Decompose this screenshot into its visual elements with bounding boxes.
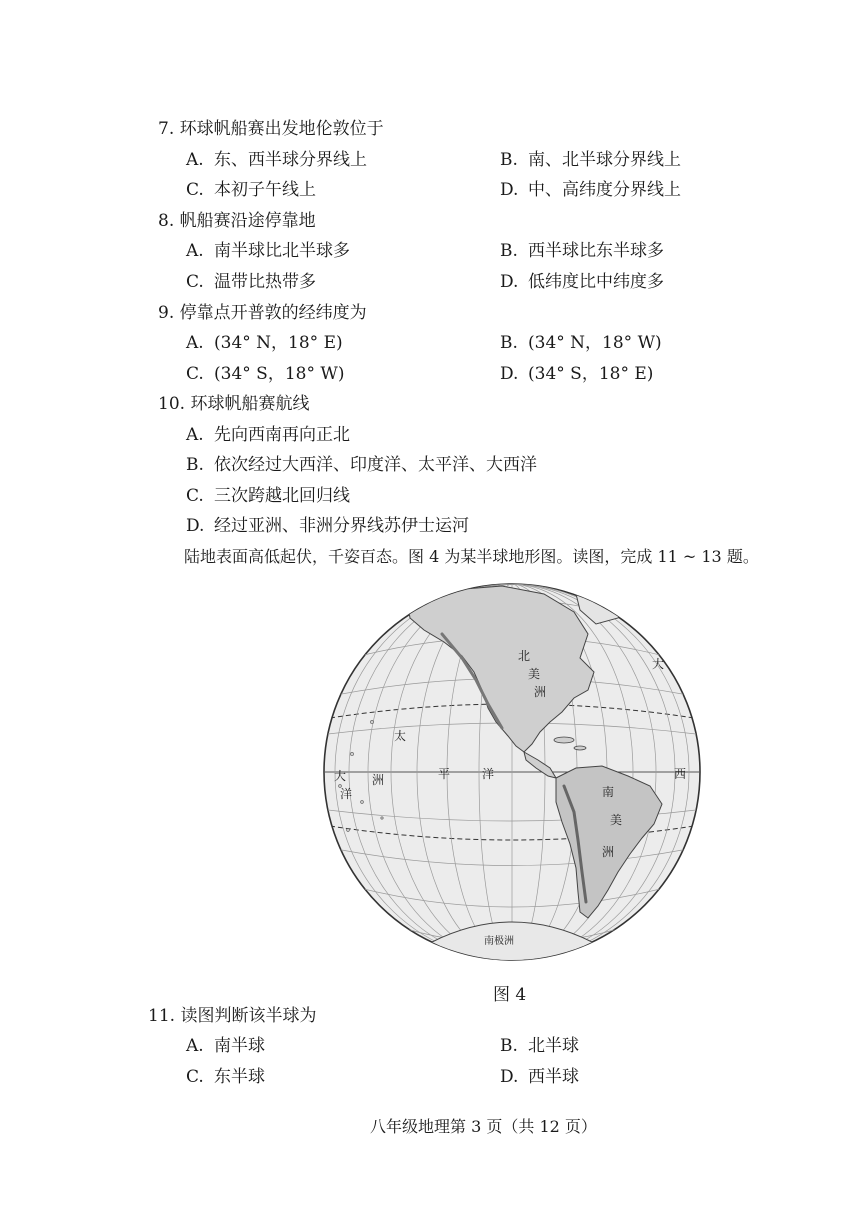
question-7-stem [158,118,384,140]
option-text: 东半球 [214,1067,265,1087]
q10-option-c [186,485,350,507]
option-letter: A. [186,241,204,261]
label-north-america-1: 北 [518,649,531,663]
question-stem: 帆船赛沿途停靠地 [179,211,316,231]
label-pacific-2: 平 [438,767,451,781]
hemisphere-map [312,572,712,972]
q10-option-a [186,424,350,446]
option-text: 南半球比北半球多 [214,241,350,261]
label-antarctica: 南极洲 [484,936,514,947]
q11-option-c [186,1066,265,1088]
label-north-america-3: 洲 [534,685,547,699]
q10-option-d [186,515,469,537]
question-number: 9. [158,303,175,323]
option-text: 经过亚洲、非洲分界线苏伊士运河 [214,516,469,536]
option-text: 西半球 [528,1067,579,1087]
question-stem: 读图判断该半球为 [180,1006,317,1026]
label-oceania-1: 大 [334,769,347,783]
label-oceania-3: 洲 [372,773,385,787]
label-atlantic-2: 西 [674,767,687,781]
q7-option-d [500,179,681,201]
option-text: (34° N，18° W) [528,333,662,353]
option-letter: C. [186,272,204,292]
q9-option-b [500,332,662,354]
label-north-america-2: 美 [528,667,541,681]
question-number: 11. [148,1006,176,1026]
option-text: 南、北半球分界线上 [528,150,681,170]
figure-caption: 图 4 [493,985,527,1005]
option-text: 依次经过大西洋、印度洋、太平洋、大西洋 [214,455,537,475]
option-letter: D. [500,272,519,292]
option-letter: B. [500,333,518,353]
page-footer: 八年级地理第 3 页（共 12 页） [370,1117,597,1136]
q9-option-c [186,363,344,385]
option-text: 中、高纬度分界线上 [528,180,681,200]
question-number: 8. [158,211,175,231]
option-letter: D. [500,180,519,200]
option-letter: C. [186,1067,204,1087]
option-letter: D. [500,1067,519,1087]
q7-option-a [186,149,367,171]
question-number: 7. [158,119,175,139]
question-11-stem [148,1005,316,1027]
q7-option-c [186,179,316,201]
intro-paragraph: 陆地表面高低起伏，千姿百态。图 4 为某半球地形图。读图，完成 11 ~ 13 题。 [184,547,759,566]
q11-option-d [500,1066,579,1088]
option-text: (34° S，18° W) [214,364,345,384]
option-letter: C. [186,486,204,506]
q9-option-a [186,332,343,354]
option-letter: D. [500,364,519,384]
q7-option-b [500,149,681,171]
option-letter: C. [186,180,204,200]
option-text: 北半球 [528,1036,579,1056]
label-pacific-1: 太 [394,729,407,743]
question-9-stem [158,302,367,324]
option-letter: C. [186,364,204,384]
option-text: 西半球比东半球多 [528,241,664,261]
q8-option-a [186,240,350,262]
option-letter: B. [500,150,518,170]
option-text: 低纬度比中纬度多 [528,272,664,292]
label-south-america-2: 美 [610,813,623,827]
q9-option-d [500,363,653,385]
label-south-america-1: 南 [602,785,615,799]
option-text: (34° N，18° E) [214,333,343,353]
option-letter: B. [186,455,204,475]
label-atlantic-1: 大 [652,657,665,671]
option-text: 本初子午线上 [214,180,316,200]
question-8-stem [158,210,316,232]
option-text: 三次跨越北回归线 [214,486,350,506]
q11-option-a [186,1035,265,1057]
option-letter: A. [186,150,204,170]
option-text: 先向西南再向正北 [214,425,350,445]
option-letter: A. [186,425,204,445]
question-stem: 环球帆船赛航线 [190,394,310,414]
option-letter: D. [186,516,205,536]
option-letter: B. [500,241,518,261]
question-stem: 停靠点开普敦的经纬度为 [179,303,367,323]
option-letter: A. [186,333,204,353]
option-text: 南半球 [214,1036,265,1056]
option-text: 东、西半球分界线上 [214,150,367,170]
label-pacific-3: 洋 [482,767,495,781]
q8-option-b [500,240,664,262]
question-10-stem [158,393,309,415]
option-text: (34° S，18° E) [528,364,654,384]
option-text: 温带比热带多 [214,272,316,292]
option-letter: A. [186,1036,204,1056]
question-number: 10. [158,394,186,414]
hemisphere-map-figure [312,572,712,972]
q8-option-c [186,271,316,293]
q10-option-b [186,454,537,476]
q8-option-d [500,271,664,293]
label-oceania-2: 洋 [340,787,353,801]
question-stem: 环球帆船赛出发地伦敦位于 [179,119,384,139]
option-letter: B. [500,1036,518,1056]
label-south-america-3: 洲 [602,845,615,859]
q11-option-b [500,1035,579,1057]
